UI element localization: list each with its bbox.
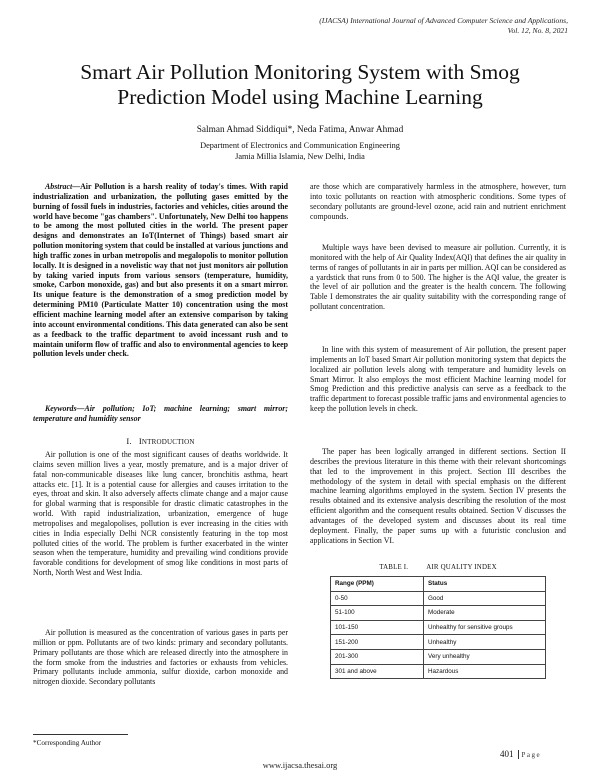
title-line-2: Prediction Model using Machine Learning	[117, 85, 483, 109]
table-row	[331, 606, 546, 621]
right-paragraph-4-text: The paper has been logically arranged in different sections. Section II describes the previous literature in this theme with their relevant shortcomings that led to the improvement in this project. Section III describes the methodology of the system in detail with special emphasis on the different machine learning algorithms employed in the system. Section IV presents the results obtained and its extensive analysis describing the resolution of the most efficient algorithm and the consequent results obtained. Section V discusses the advantages of the developed system and discusses about its real time deployment. Finally, the paper sums up with a futuristic conclusion and applications in Section VI.	[310, 447, 566, 545]
right-paragraph-3	[310, 345, 566, 414]
intro-paragraph-2-text: Air pollution is measured as the concentration of various gases in parts per million or ppm. Pollutants are of two kinds: primary and secondary pollutants. Primary pollutants are those which are released directly into the atmosphere in the form smoke from the industries and factories or exhausts from vehicles. Primary pollutants include ammonia, sulfur dioxide, carbon monoxide and nitrogen dioxide. Secondary pollutants	[33, 628, 288, 687]
table-header-row	[331, 577, 546, 592]
university: Jamia Millia Islamia, New Delhi, India	[235, 151, 365, 161]
table-row	[331, 591, 546, 606]
journal-name: (IJACSA) International Journal of Advanced Computer Science and Applications,	[319, 16, 568, 25]
abstract-label: Abstract	[45, 182, 73, 191]
table-cell-range: 301 and above	[331, 664, 424, 679]
intro-paragraph-1	[33, 450, 288, 578]
page-number-value: 401	[500, 749, 514, 759]
right-paragraph-4	[310, 447, 566, 545]
table-cell-status: Hazardous	[424, 664, 546, 679]
table-cell-range: 51-100	[331, 606, 424, 621]
journal-volume: Vol. 12, No. 8, 2021	[507, 25, 568, 35]
table-cell-range: 0-50	[331, 591, 424, 606]
aqi-table	[330, 576, 546, 679]
table-row	[331, 664, 546, 679]
journal-website: www.ijacsa.thesai.org	[262, 760, 338, 770]
table-cell-status: Good	[424, 591, 546, 606]
abstract	[33, 182, 288, 359]
intro-paragraph-1-text: Air pollution is one of the most significant causes of deaths worldwide. It claims seven million lives a year, mostly premature, and is a major driver of fatal non-communicable diseases like lung cancer, bronchitis asthma, heart attacks etc. [1]. It is a potential cause for allergies and causes irritation to the eyes, throat and skin. It also adversely affects climate change and a major cause for global warming that is responsible for drastic climatic catastrophes in the world. With rapid industrialization, urbanization, emergence of huge metropolises and megalopolises, pollution is ever increasing in the cities with cities in India especially Delhi NCR consistently featuring in the top most polluted cities of the world. The problem is further exacerbated in the winter season when the temperature, humidity and prevailing wind conditions provide favorable conditions for development of smog like conditions in most parts of North, North West and West India.	[33, 450, 288, 578]
table-caption-number: TABLE I.	[379, 564, 409, 571]
table-row	[331, 635, 546, 650]
table-caption-title: AIR QUALITY INDEX	[426, 564, 497, 571]
keywords-label: Keywords	[45, 404, 77, 413]
table-header-range: Range (PPM)	[331, 577, 424, 592]
footnote: *Corresponding Author	[33, 739, 102, 747]
table-row	[331, 620, 546, 635]
section-heading-introduction	[33, 436, 288, 446]
section-initial: I	[138, 436, 142, 446]
affiliation	[40, 141, 560, 162]
section-title-rest: NTRODUCTION	[141, 438, 195, 446]
right-paragraph-3-text: In line with this system of measurement of Air pollution, the present paper implements an IoT based Smart Air pollution monitoring system that depicts the localized air pollution levels along with temperature and humidity levels on Smart Mirror. It also employs the most efficient Machine learning model for Smog Prediction and this predictive analysis can serve as a feedback to the traffic department to forecast possible traffic jams and environmental agencies to keep the pollution levels in check.	[310, 345, 566, 414]
author-list: Salman Ahmad Siddiqui*, Neda Fatima, Anwar Ahmad	[196, 125, 404, 135]
page-label: Page	[521, 751, 542, 759]
department: Department of Electronics and Communication Engineering	[200, 141, 400, 150]
right-paragraph-2	[310, 243, 566, 312]
page-number	[500, 749, 541, 759]
table-cell-range: 101-150	[331, 620, 424, 635]
table-cell-status: Moderate	[424, 606, 546, 621]
right-paragraph-2-text: Multiple ways have been devised to measure air pollution. Currently, it is monitored with the help of Air Quality Index(AQI) that defines the air quality in terms of ranges of pollutants in air in parts per million. AQI can be considered as a yardstick that runs from 0 to 500. The higher is the AQI value, the greater is the level of air pollution and the greater is the health concern. The following Table I demonstrates the air quality suitability with the corresponding range of pollutant concentration.	[310, 243, 566, 312]
table-cell-status: Unhealthy for sensitive groups	[424, 620, 546, 635]
title-line-1: Smart Air Pollution Monitoring System with Smog	[80, 60, 520, 84]
right-paragraph-1-text: are those which are comparatively harmless in the atmosphere, however, turn into toxic pollutants on reaction with atmospheric conditions. Some types of secondary pollutants are ground-level ozone, acid rain and nutrient enrichment compounds.	[310, 182, 566, 221]
journal-header	[208, 16, 568, 35]
right-paragraph-1	[310, 182, 566, 221]
table-caption	[310, 564, 566, 571]
abstract-dash: —	[72, 182, 81, 191]
page-divider	[518, 750, 519, 759]
table-row	[331, 649, 546, 664]
table-cell-status: Unhealthy	[424, 635, 546, 650]
abstract-text: Air Pollution is a harsh reality of today's times. With rapid industrialization and urbanization, the polluting gases emitted by the burning of fossil fuels in industries, factories and vehicles, cities around the world have become "gas chambers". Unfortunately, New Delhi too happens to be among the most polluted cities in the world. The present paper designs and demonstrates an IoT(Internet of Things) based smart air pollution monitoring system that could be installed at various junctions and high traffic zones in urban metropolis and megalopolis to monitor pollution locally. It is designed in a novelistic way that not just monitors air pollution by taking varied inputs from various sensors (temperature, humidity, smoke, Carbon monoxide, gas) and but also presents it on a smart mirror. Its unique feature is the demonstration of a smog prediction model by determining PM10 (Particulate Matter 10) concentration using the most efficient machine learning model after an extensive comparison by taking into account environmental conditions. This data generated can also be sent as a feedback to the traffic department to avoid incessant rush and to maintain uniform flow of traffic and also to environmental agencies to keep pollution levels under check.	[33, 182, 288, 359]
footnote-divider	[33, 734, 128, 735]
table-header-status: Status	[424, 577, 546, 592]
keywords	[33, 404, 288, 424]
intro-paragraph-2	[33, 628, 288, 687]
table-cell-range: 151-200	[331, 635, 424, 650]
section-number: I.	[126, 436, 132, 446]
paper-title	[40, 60, 560, 110]
keywords-text: —Air pollution; IoT; machine learning; smart mirror; temperature and humidity sensor	[33, 404, 288, 423]
table-cell-status: Very unhealthy	[424, 649, 546, 664]
table-cell-range: 201-300	[331, 649, 424, 664]
